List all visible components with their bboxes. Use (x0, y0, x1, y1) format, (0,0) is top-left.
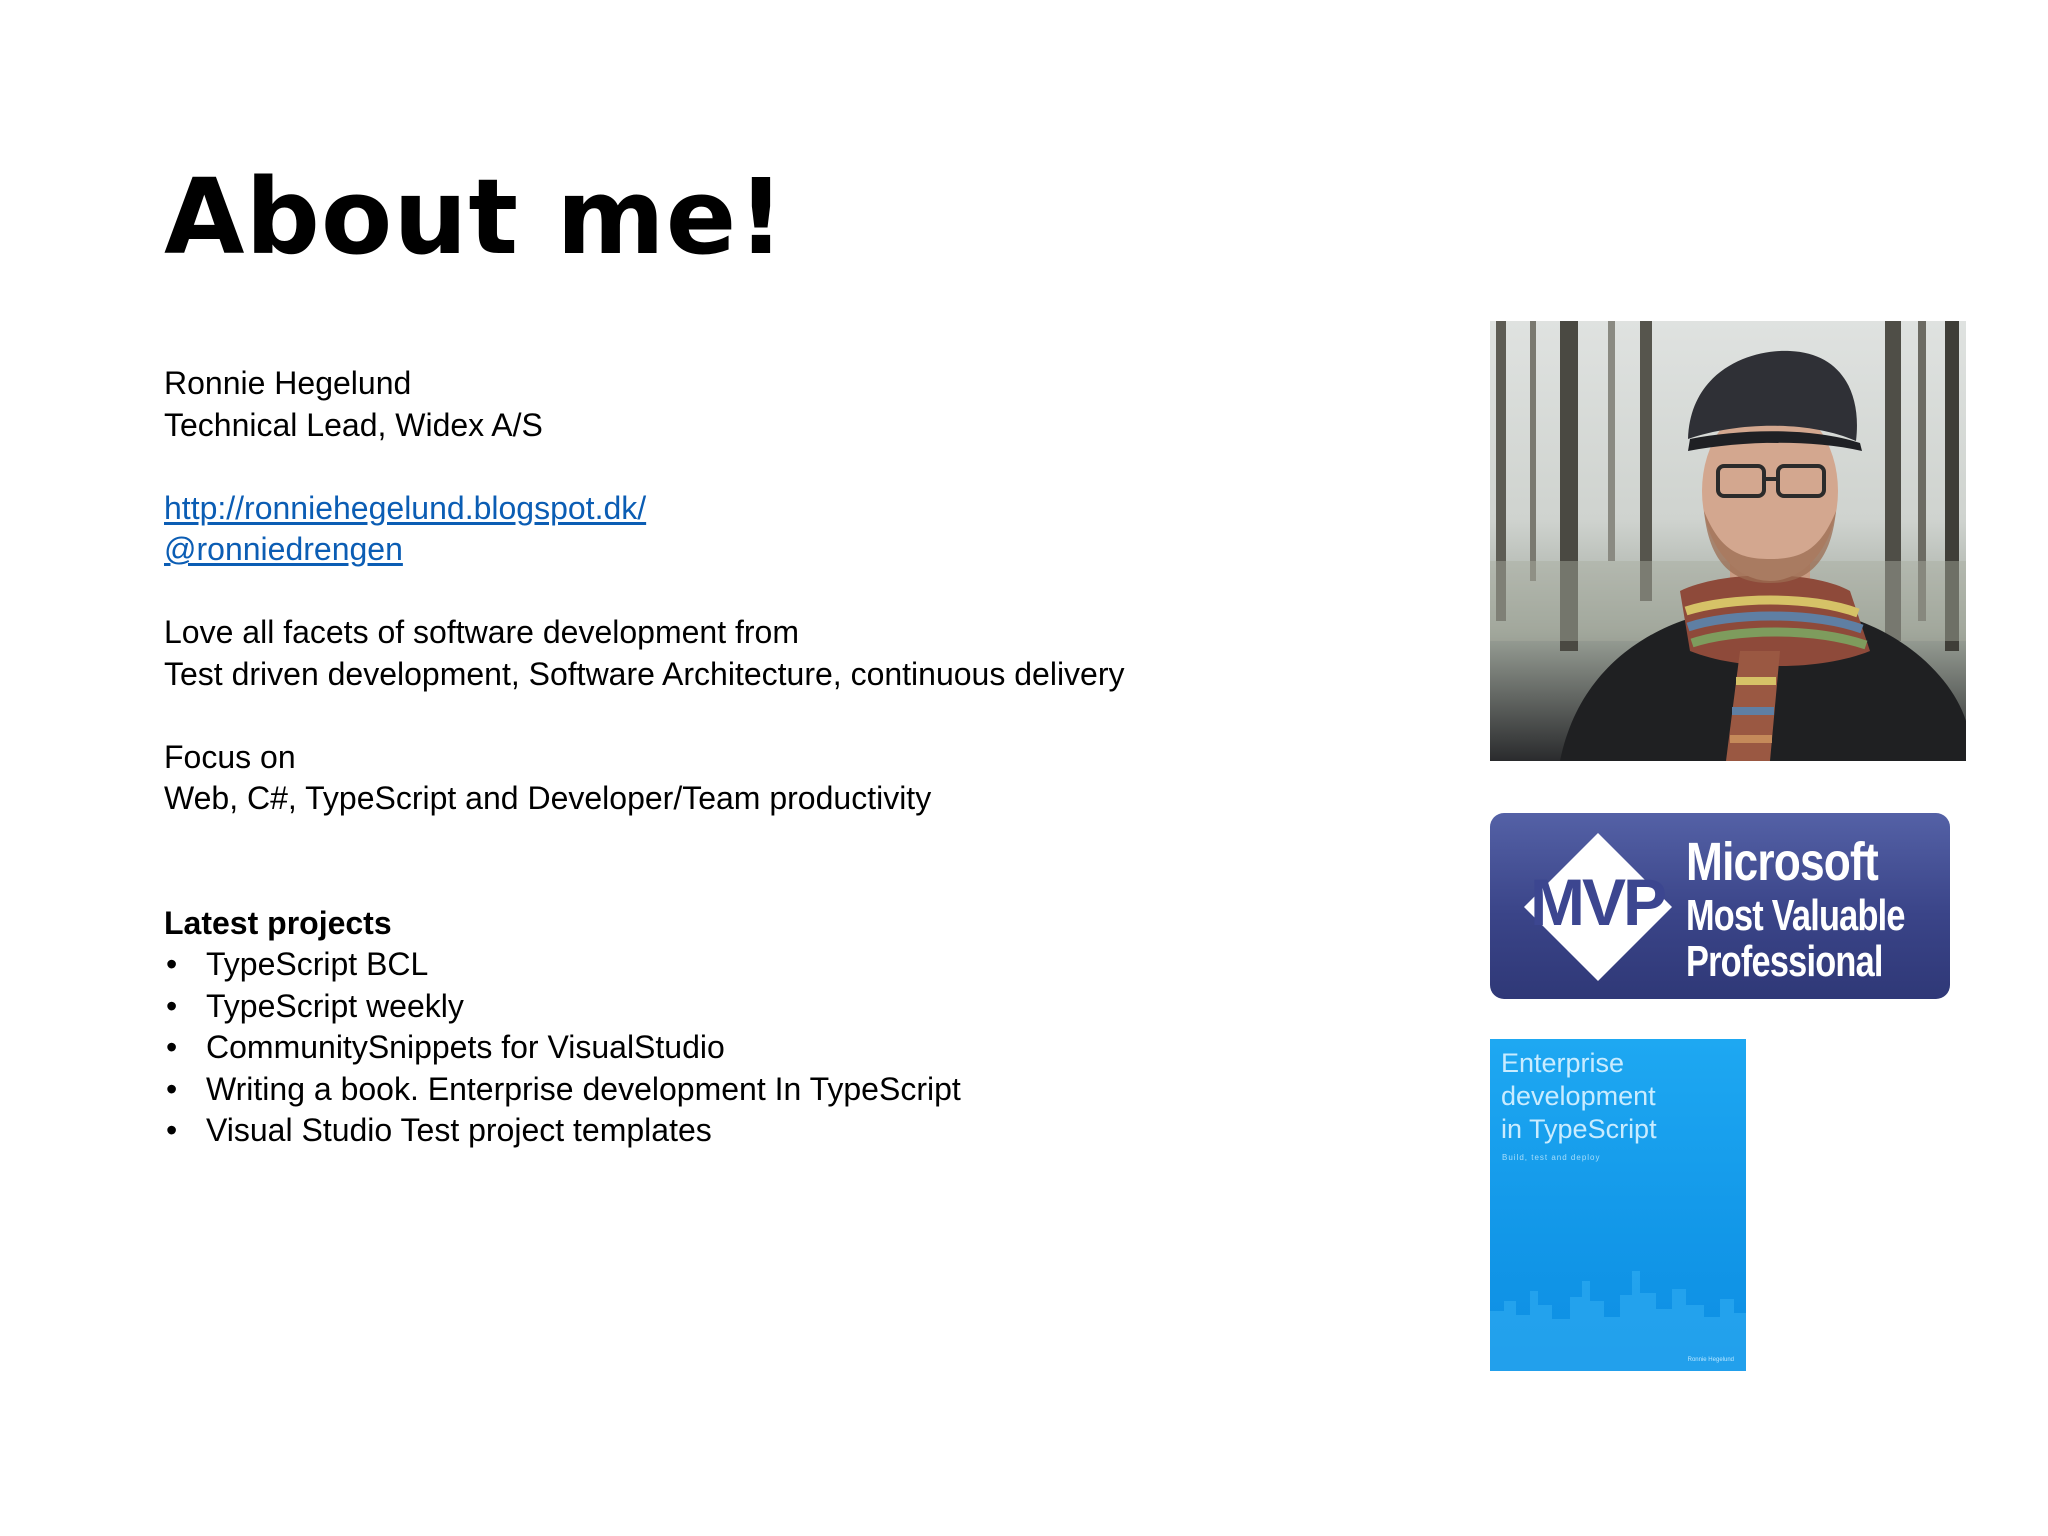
mvp-badge (1490, 813, 1950, 999)
presenter-photo (1490, 321, 1966, 761)
bullet-icon: • (166, 987, 178, 1024)
list-item: • TypeScript BCL (164, 944, 1464, 986)
love-line-1: Love all facets of software development from (164, 614, 799, 650)
mvp-line-most-valuable: Most Valuable (1686, 891, 1905, 940)
slide-body (164, 363, 1464, 1152)
slide-title: About me! (164, 156, 786, 278)
book-author: Ronnie Hegelund (1687, 1357, 1734, 1363)
bullet-icon: • (166, 1112, 178, 1148)
list-item: • Visual Studio Test project templates (164, 1110, 1464, 1152)
bullet-icon: • (166, 1070, 178, 1107)
focus-line-2: Web, C#, TypeScript and Developer/Team productivity (164, 780, 932, 816)
book-subtitle: Build, test and deploy (1502, 1153, 1601, 1162)
presenter-name: Ronnie Hegelund (164, 365, 412, 401)
bullet-icon: • (166, 1029, 178, 1065)
list-item: • Writing a book. Enterprise development In TypeScript (164, 1069, 1464, 1111)
mvp-line-professional: Professional (1686, 937, 1883, 986)
projects-list (164, 944, 1464, 1152)
mvp-label: MVP (1529, 865, 1665, 939)
skyline-icon (1490, 1231, 1746, 1371)
presenter-role: Technical Lead, Widex A/S (164, 406, 543, 443)
list-item: • TypeScript weekly (164, 986, 1464, 1028)
bullet-icon: • (166, 946, 178, 982)
book-cover (1490, 1039, 1746, 1371)
mvp-line-microsoft: Microsoft (1686, 832, 1878, 892)
blog-link[interactable]: http://ronniehegelund.blogspot.dk/ (164, 489, 647, 526)
portrait-illustration (1490, 321, 1966, 761)
focus-line-1: Focus on (164, 738, 296, 775)
book-title: Enterprise development in TypeScript (1501, 1048, 1657, 1144)
projects-heading: Latest projects (164, 904, 392, 941)
list-item: • CommunitySnippets for VisualStudio (164, 1027, 1464, 1069)
twitter-link[interactable]: @ronniedrengen (164, 531, 403, 567)
love-line-2: Test driven development, Software Architecture, continuous delivery (164, 655, 1125, 692)
